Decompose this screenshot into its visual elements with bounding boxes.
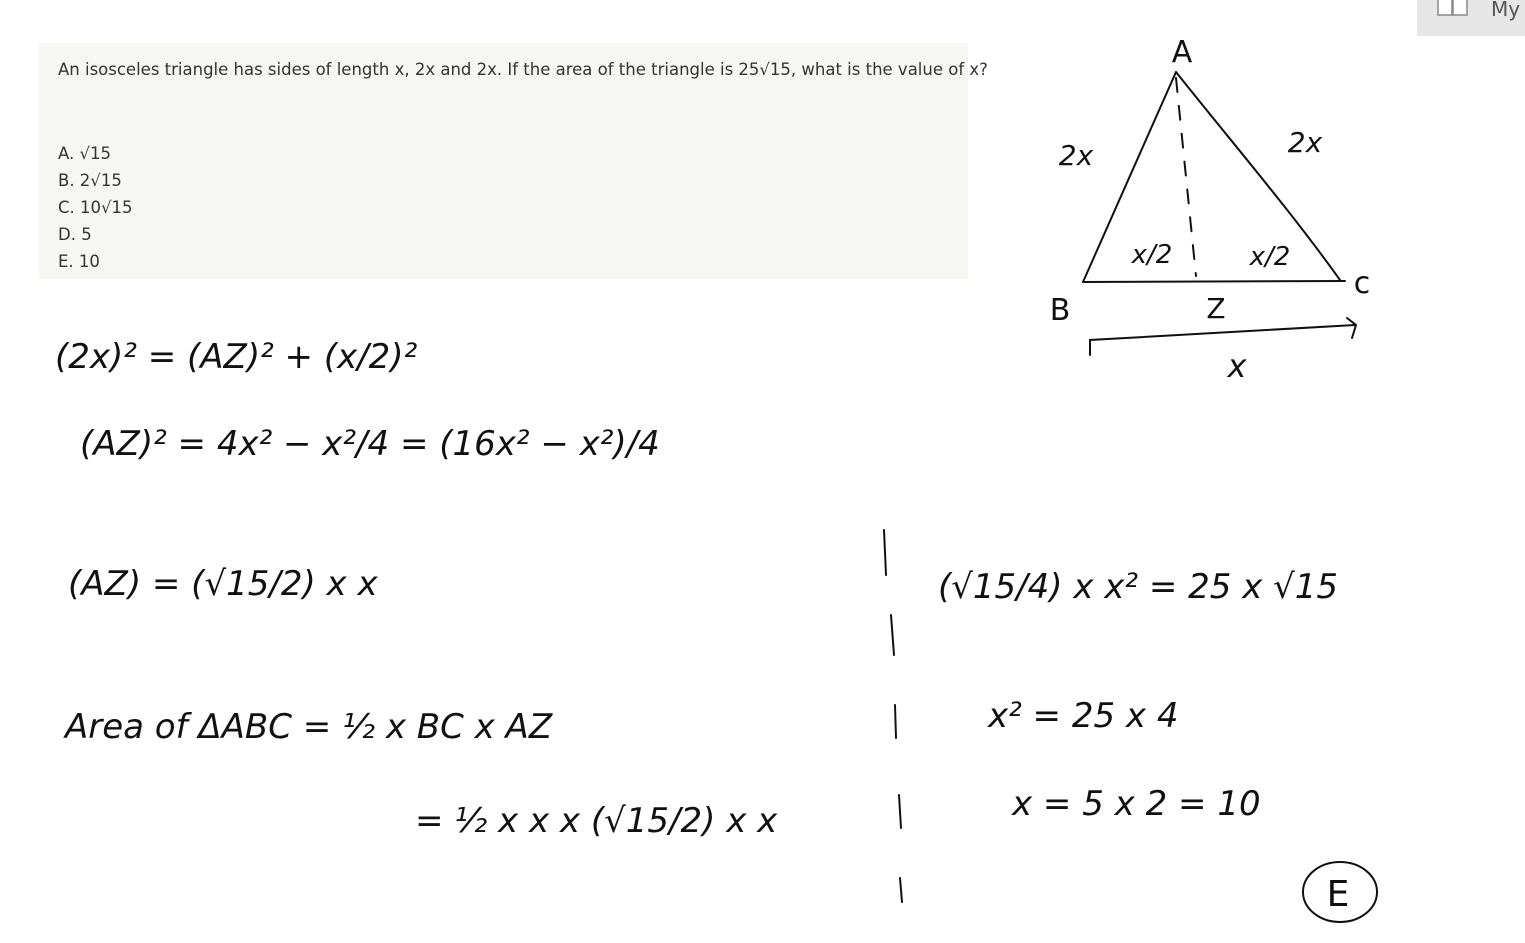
choice-e[interactable]: E. 10: [58, 252, 100, 271]
work-line-4: Area of ΔABC = ½ x BC x AZ: [65, 707, 553, 747]
work-right-3: x = 5 x 2 = 10: [1012, 784, 1261, 824]
label-a: A: [1171, 35, 1193, 70]
label-left-half: x/2: [1131, 240, 1173, 270]
work-right-1: (√15/4) x x² = 25 x √15: [938, 567, 1339, 607]
work-right-2: x² = 25 x 4: [988, 696, 1179, 736]
circled-answer: E: [1326, 874, 1350, 915]
choice-b[interactable]: B. 2√15: [58, 171, 122, 190]
altitude-az: [1176, 78, 1196, 276]
work-line-3: (AZ) = (√15/2) x x: [68, 564, 378, 604]
column-divider: [884, 530, 902, 902]
label-base: x: [1227, 347, 1247, 385]
label-b: B: [1049, 293, 1071, 328]
label-right-side: 2x: [1287, 126, 1323, 159]
label-right-half: x/2: [1249, 242, 1291, 272]
work-line-1: (2x)² = (AZ)² + (x/2)²: [55, 337, 418, 377]
work-line-2: (AZ)² = 4x² − x²/4 = (16x² − x²)/4: [80, 424, 660, 464]
label-z: Z: [1206, 292, 1226, 325]
work-line-5: = ½ x x x (√15/2) x x: [415, 801, 778, 841]
choice-a[interactable]: A. √15: [58, 144, 111, 163]
side-bc: [1083, 281, 1345, 282]
choice-c[interactable]: C. 10√15: [58, 198, 133, 217]
question-text: An isosceles triangle has sides of length x, 2x and 2x. If the area of the triangle is 25√15, what is the value of x?: [58, 60, 988, 79]
my-notes-label: My: [1491, 0, 1521, 21]
label-c: c: [1353, 266, 1371, 301]
label-left-side: 2x: [1058, 139, 1094, 172]
choice-d[interactable]: D. 5: [58, 225, 92, 244]
